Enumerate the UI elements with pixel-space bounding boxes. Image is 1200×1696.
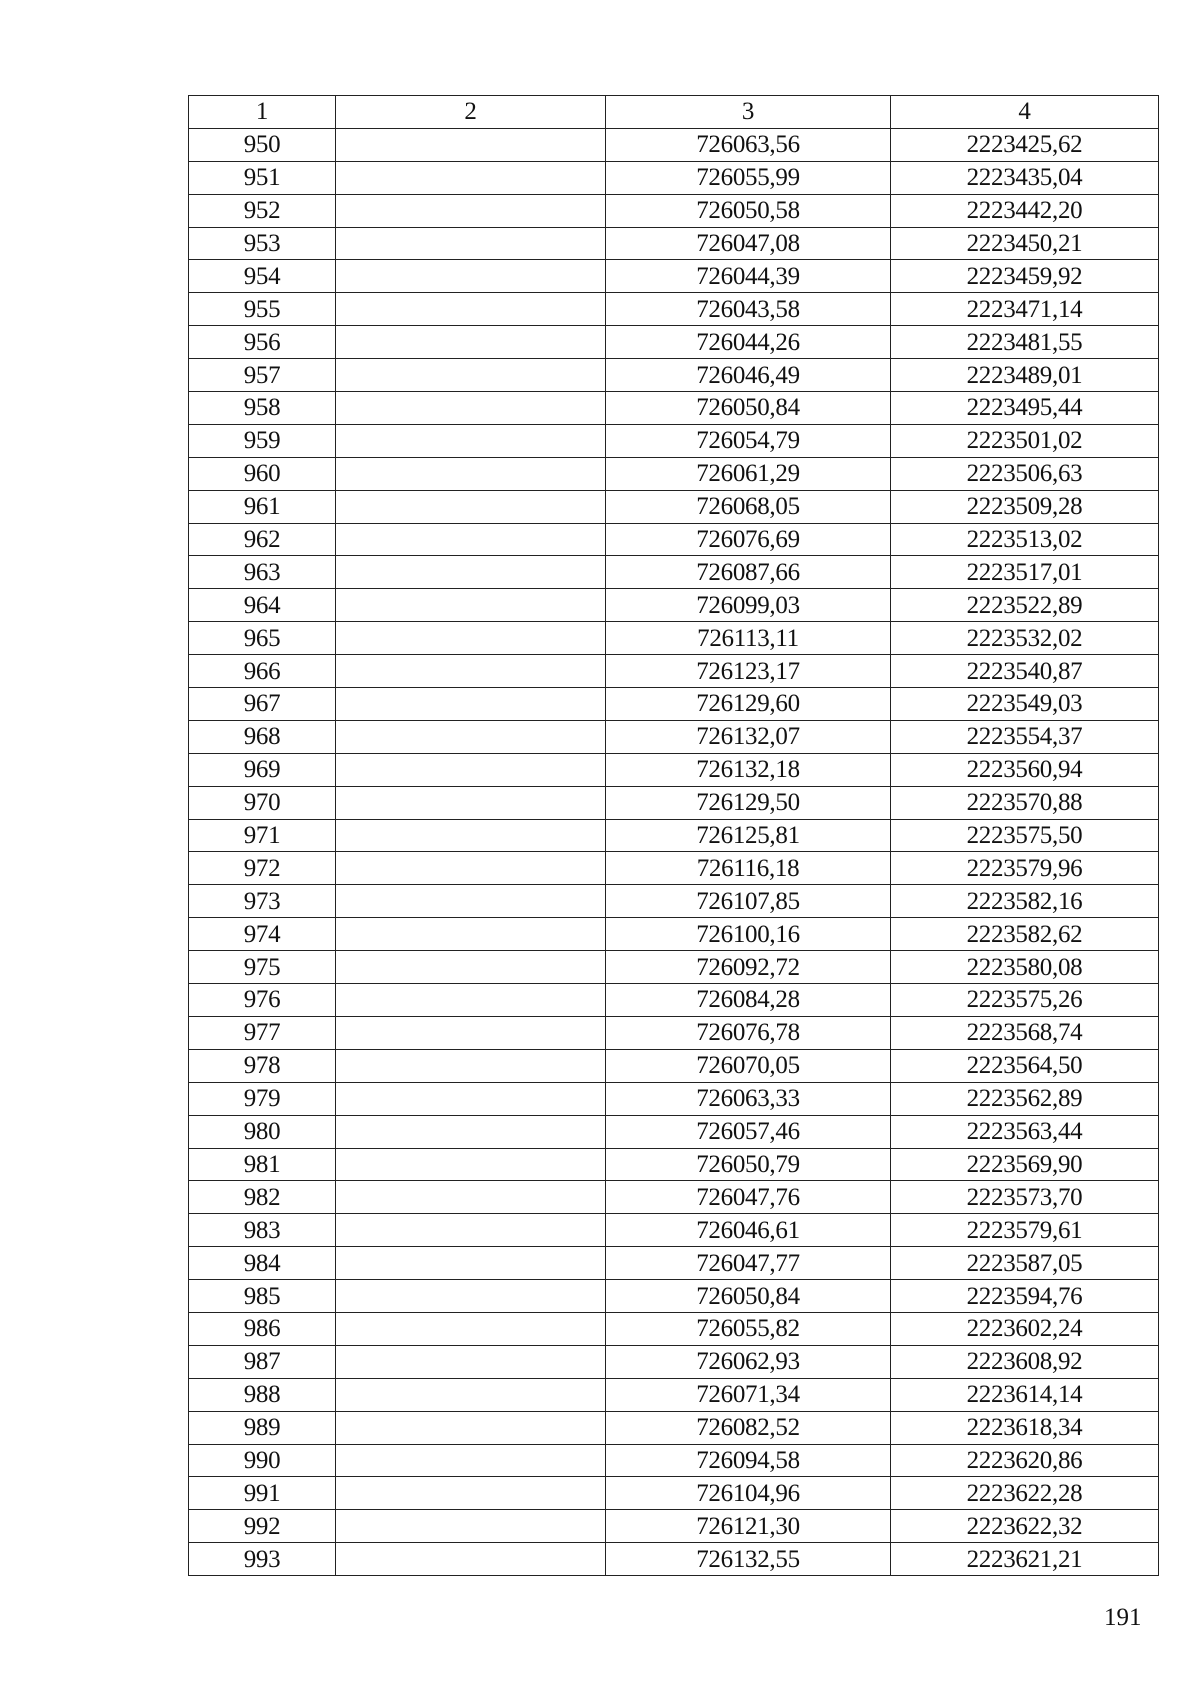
x-coordinate-cell: 726129,50 — [606, 786, 891, 819]
col-2-cell — [336, 523, 606, 556]
table-row — [189, 293, 1159, 326]
col-2-cell — [336, 589, 606, 622]
y-coordinate-cell: 2223614,14 — [891, 1378, 1159, 1411]
table-row — [189, 260, 1159, 293]
table-row — [189, 852, 1159, 885]
col-2-cell — [336, 1280, 606, 1313]
table-row — [189, 359, 1159, 392]
y-coordinate-cell: 2223540,87 — [891, 655, 1159, 688]
y-coordinate-cell: 2223509,28 — [891, 490, 1159, 523]
point-number-cell: 979 — [189, 1082, 336, 1115]
x-coordinate-cell: 726121,30 — [606, 1510, 891, 1543]
point-number-cell: 980 — [189, 1115, 336, 1148]
point-number-cell: 982 — [189, 1181, 336, 1214]
x-coordinate-cell: 726044,39 — [606, 260, 891, 293]
y-coordinate-cell: 2223517,01 — [891, 556, 1159, 589]
x-coordinate-cell: 726057,46 — [606, 1115, 891, 1148]
y-coordinate-cell: 2223579,96 — [891, 852, 1159, 885]
y-coordinate-cell: 2223481,55 — [891, 326, 1159, 359]
point-number-cell: 961 — [189, 490, 336, 523]
col-2-cell — [336, 1510, 606, 1543]
x-coordinate-cell: 726092,72 — [606, 951, 891, 984]
col-2-cell — [336, 392, 606, 425]
y-coordinate-cell: 2223522,89 — [891, 589, 1159, 622]
y-coordinate-cell: 2223587,05 — [891, 1247, 1159, 1280]
table-row — [189, 227, 1159, 260]
x-coordinate-cell: 726061,29 — [606, 457, 891, 490]
table-row — [189, 424, 1159, 457]
col-2-cell — [336, 1345, 606, 1378]
col-2-cell — [336, 1312, 606, 1345]
table-row — [189, 589, 1159, 622]
y-coordinate-cell: 2223563,44 — [891, 1115, 1159, 1148]
x-coordinate-cell: 726107,85 — [606, 885, 891, 918]
y-coordinate-cell: 2223575,50 — [891, 819, 1159, 852]
point-number-cell: 990 — [189, 1444, 336, 1477]
table-header — [189, 96, 1159, 129]
col-2-cell — [336, 227, 606, 260]
table-row — [189, 1115, 1159, 1148]
table-row — [189, 819, 1159, 852]
y-coordinate-cell: 2223573,70 — [891, 1181, 1159, 1214]
y-coordinate-cell: 2223425,62 — [891, 128, 1159, 161]
point-number-cell: 978 — [189, 1049, 336, 1082]
x-coordinate-cell: 726123,17 — [606, 655, 891, 688]
point-number-cell: 967 — [189, 688, 336, 721]
table-row — [189, 161, 1159, 194]
x-coordinate-cell: 726104,96 — [606, 1477, 891, 1510]
y-coordinate-cell: 2223495,44 — [891, 392, 1159, 425]
x-coordinate-cell: 726116,18 — [606, 852, 891, 885]
table-row — [189, 490, 1159, 523]
col-2-cell — [336, 128, 606, 161]
y-coordinate-cell: 2223471,14 — [891, 293, 1159, 326]
point-number-cell: 977 — [189, 1016, 336, 1049]
y-coordinate-cell: 2223621,21 — [891, 1543, 1159, 1576]
y-coordinate-cell: 2223459,92 — [891, 260, 1159, 293]
x-coordinate-cell: 726113,11 — [606, 622, 891, 655]
y-coordinate-cell: 2223618,34 — [891, 1411, 1159, 1444]
point-number-cell: 984 — [189, 1247, 336, 1280]
x-coordinate-cell: 726076,78 — [606, 1016, 891, 1049]
point-number-cell: 955 — [189, 293, 336, 326]
point-number-cell: 991 — [189, 1477, 336, 1510]
col-2-cell — [336, 984, 606, 1017]
table-row — [189, 1280, 1159, 1313]
y-coordinate-cell: 2223580,08 — [891, 951, 1159, 984]
y-coordinate-cell: 2223506,63 — [891, 457, 1159, 490]
point-number-cell: 958 — [189, 392, 336, 425]
x-coordinate-cell: 726132,07 — [606, 720, 891, 753]
point-number-cell: 992 — [189, 1510, 336, 1543]
x-coordinate-cell: 726082,52 — [606, 1411, 891, 1444]
x-coordinate-cell: 726047,08 — [606, 227, 891, 260]
y-coordinate-cell: 2223602,24 — [891, 1312, 1159, 1345]
y-coordinate-cell: 2223489,01 — [891, 359, 1159, 392]
x-coordinate-cell: 726047,77 — [606, 1247, 891, 1280]
table-row — [189, 918, 1159, 951]
point-number-cell: 976 — [189, 984, 336, 1017]
x-coordinate-cell: 726055,82 — [606, 1312, 891, 1345]
point-number-cell: 952 — [189, 194, 336, 227]
col-2-cell — [336, 490, 606, 523]
point-number-cell: 970 — [189, 786, 336, 819]
col-2-cell — [336, 1247, 606, 1280]
point-number-cell: 950 — [189, 128, 336, 161]
table-row — [189, 1049, 1159, 1082]
col-2-cell — [336, 951, 606, 984]
y-coordinate-cell: 2223549,03 — [891, 688, 1159, 721]
x-coordinate-cell: 726068,05 — [606, 490, 891, 523]
col-2-cell — [336, 1477, 606, 1510]
point-number-cell: 973 — [189, 885, 336, 918]
x-coordinate-cell: 726129,60 — [606, 688, 891, 721]
x-coordinate-cell: 726125,81 — [606, 819, 891, 852]
point-number-cell: 960 — [189, 457, 336, 490]
y-coordinate-cell: 2223622,28 — [891, 1477, 1159, 1510]
table-row — [189, 556, 1159, 589]
y-coordinate-cell: 2223450,21 — [891, 227, 1159, 260]
col-2-cell — [336, 1214, 606, 1247]
y-coordinate-cell: 2223501,02 — [891, 424, 1159, 457]
point-number-cell: 983 — [189, 1214, 336, 1247]
point-number-cell: 986 — [189, 1312, 336, 1345]
header-col-4: 4 — [891, 96, 1159, 129]
col-2-cell — [336, 293, 606, 326]
x-coordinate-cell: 726047,76 — [606, 1181, 891, 1214]
table-row — [189, 128, 1159, 161]
col-2-cell — [336, 556, 606, 589]
col-2-cell — [336, 457, 606, 490]
point-number-cell: 975 — [189, 951, 336, 984]
header-row — [189, 96, 1159, 129]
x-coordinate-cell: 726070,05 — [606, 1049, 891, 1082]
point-number-cell: 985 — [189, 1280, 336, 1313]
y-coordinate-cell: 2223582,62 — [891, 918, 1159, 951]
table-row — [189, 984, 1159, 1017]
table-row — [189, 655, 1159, 688]
x-coordinate-cell: 726087,66 — [606, 556, 891, 589]
table-row — [189, 457, 1159, 490]
col-2-cell — [336, 1148, 606, 1181]
point-number-cell: 969 — [189, 753, 336, 786]
page-number: 191 — [1104, 1604, 1142, 1631]
point-number-cell: 993 — [189, 1543, 336, 1576]
y-coordinate-cell: 2223579,61 — [891, 1214, 1159, 1247]
point-number-cell: 971 — [189, 819, 336, 852]
table-row — [189, 194, 1159, 227]
y-coordinate-cell: 2223513,02 — [891, 523, 1159, 556]
point-number-cell: 954 — [189, 260, 336, 293]
header-col-1: 1 — [189, 96, 336, 129]
x-coordinate-cell: 726043,58 — [606, 293, 891, 326]
col-2-cell — [336, 1115, 606, 1148]
x-coordinate-cell: 726044,26 — [606, 326, 891, 359]
x-coordinate-cell: 726132,18 — [606, 753, 891, 786]
x-coordinate-cell: 726050,84 — [606, 392, 891, 425]
table-row — [189, 1214, 1159, 1247]
point-number-cell: 972 — [189, 852, 336, 885]
y-coordinate-cell: 2223532,02 — [891, 622, 1159, 655]
y-coordinate-cell: 2223442,20 — [891, 194, 1159, 227]
col-2-cell — [336, 852, 606, 885]
col-2-cell — [336, 885, 606, 918]
col-2-cell — [336, 161, 606, 194]
table-row — [189, 885, 1159, 918]
table-row — [189, 688, 1159, 721]
table-row — [189, 1543, 1159, 1576]
x-coordinate-cell: 726063,56 — [606, 128, 891, 161]
x-coordinate-cell: 726099,03 — [606, 589, 891, 622]
point-number-cell: 968 — [189, 720, 336, 753]
point-number-cell: 981 — [189, 1148, 336, 1181]
table-row — [189, 720, 1159, 753]
table-row — [189, 1082, 1159, 1115]
table-row — [189, 1411, 1159, 1444]
header-col-2: 2 — [336, 96, 606, 129]
y-coordinate-cell: 2223554,37 — [891, 720, 1159, 753]
table-row — [189, 1345, 1159, 1378]
point-number-cell: 974 — [189, 918, 336, 951]
y-coordinate-cell: 2223564,50 — [891, 1049, 1159, 1082]
table-row — [189, 326, 1159, 359]
table-row — [189, 1477, 1159, 1510]
table-row — [189, 1181, 1159, 1214]
col-2-cell — [336, 1049, 606, 1082]
table-row — [189, 1016, 1159, 1049]
col-2-cell — [336, 424, 606, 457]
col-2-cell — [336, 1378, 606, 1411]
table-row — [189, 1378, 1159, 1411]
point-number-cell: 956 — [189, 326, 336, 359]
table-row — [189, 1148, 1159, 1181]
point-number-cell: 963 — [189, 556, 336, 589]
col-2-cell — [336, 1082, 606, 1115]
col-2-cell — [336, 688, 606, 721]
point-number-cell: 962 — [189, 523, 336, 556]
col-2-cell — [336, 1016, 606, 1049]
point-number-cell: 964 — [189, 589, 336, 622]
x-coordinate-cell: 726071,34 — [606, 1378, 891, 1411]
point-number-cell: 965 — [189, 622, 336, 655]
x-coordinate-cell: 726094,58 — [606, 1444, 891, 1477]
point-number-cell: 957 — [189, 359, 336, 392]
x-coordinate-cell: 726054,79 — [606, 424, 891, 457]
table-row — [189, 523, 1159, 556]
x-coordinate-cell: 726062,93 — [606, 1345, 891, 1378]
x-coordinate-cell: 726050,58 — [606, 194, 891, 227]
table-row — [189, 786, 1159, 819]
col-2-cell — [336, 786, 606, 819]
col-2-cell — [336, 819, 606, 852]
x-coordinate-cell: 726063,33 — [606, 1082, 891, 1115]
point-number-cell: 989 — [189, 1411, 336, 1444]
table-body — [189, 128, 1159, 1575]
y-coordinate-cell: 2223560,94 — [891, 753, 1159, 786]
point-number-cell: 966 — [189, 655, 336, 688]
table-row — [189, 753, 1159, 786]
y-coordinate-cell: 2223575,26 — [891, 984, 1159, 1017]
point-number-cell: 953 — [189, 227, 336, 260]
y-coordinate-cell: 2223569,90 — [891, 1148, 1159, 1181]
y-coordinate-cell: 2223620,86 — [891, 1444, 1159, 1477]
x-coordinate-cell: 726046,61 — [606, 1214, 891, 1247]
y-coordinate-cell: 2223594,76 — [891, 1280, 1159, 1313]
col-2-cell — [336, 720, 606, 753]
y-coordinate-cell: 2223582,16 — [891, 885, 1159, 918]
col-2-cell — [336, 1444, 606, 1477]
x-coordinate-cell: 726100,16 — [606, 918, 891, 951]
point-number-cell: 959 — [189, 424, 336, 457]
col-2-cell — [336, 1181, 606, 1214]
col-2-cell — [336, 194, 606, 227]
col-2-cell — [336, 1543, 606, 1576]
col-2-cell — [336, 622, 606, 655]
y-coordinate-cell: 2223435,04 — [891, 161, 1159, 194]
table-row — [189, 1510, 1159, 1543]
point-number-cell: 988 — [189, 1378, 336, 1411]
x-coordinate-cell: 726084,28 — [606, 984, 891, 1017]
col-2-cell — [336, 359, 606, 392]
table-row — [189, 622, 1159, 655]
point-number-cell: 987 — [189, 1345, 336, 1378]
table-row — [189, 1247, 1159, 1280]
coordinates-table — [188, 95, 1159, 1576]
col-2-cell — [336, 655, 606, 688]
col-2-cell — [336, 918, 606, 951]
x-coordinate-cell: 726076,69 — [606, 523, 891, 556]
x-coordinate-cell: 726055,99 — [606, 161, 891, 194]
y-coordinate-cell: 2223570,88 — [891, 786, 1159, 819]
col-2-cell — [336, 260, 606, 293]
table-row — [189, 392, 1159, 425]
table-row — [189, 1312, 1159, 1345]
x-coordinate-cell: 726050,79 — [606, 1148, 891, 1181]
y-coordinate-cell: 2223622,32 — [891, 1510, 1159, 1543]
x-coordinate-cell: 726050,84 — [606, 1280, 891, 1313]
y-coordinate-cell: 2223568,74 — [891, 1016, 1159, 1049]
col-2-cell — [336, 326, 606, 359]
table-row — [189, 951, 1159, 984]
x-coordinate-cell: 726046,49 — [606, 359, 891, 392]
x-coordinate-cell: 726132,55 — [606, 1543, 891, 1576]
point-number-cell: 951 — [189, 161, 336, 194]
table-row — [189, 1444, 1159, 1477]
header-col-3: 3 — [606, 96, 891, 129]
y-coordinate-cell: 2223562,89 — [891, 1082, 1159, 1115]
y-coordinate-cell: 2223608,92 — [891, 1345, 1159, 1378]
col-2-cell — [336, 753, 606, 786]
col-2-cell — [336, 1411, 606, 1444]
